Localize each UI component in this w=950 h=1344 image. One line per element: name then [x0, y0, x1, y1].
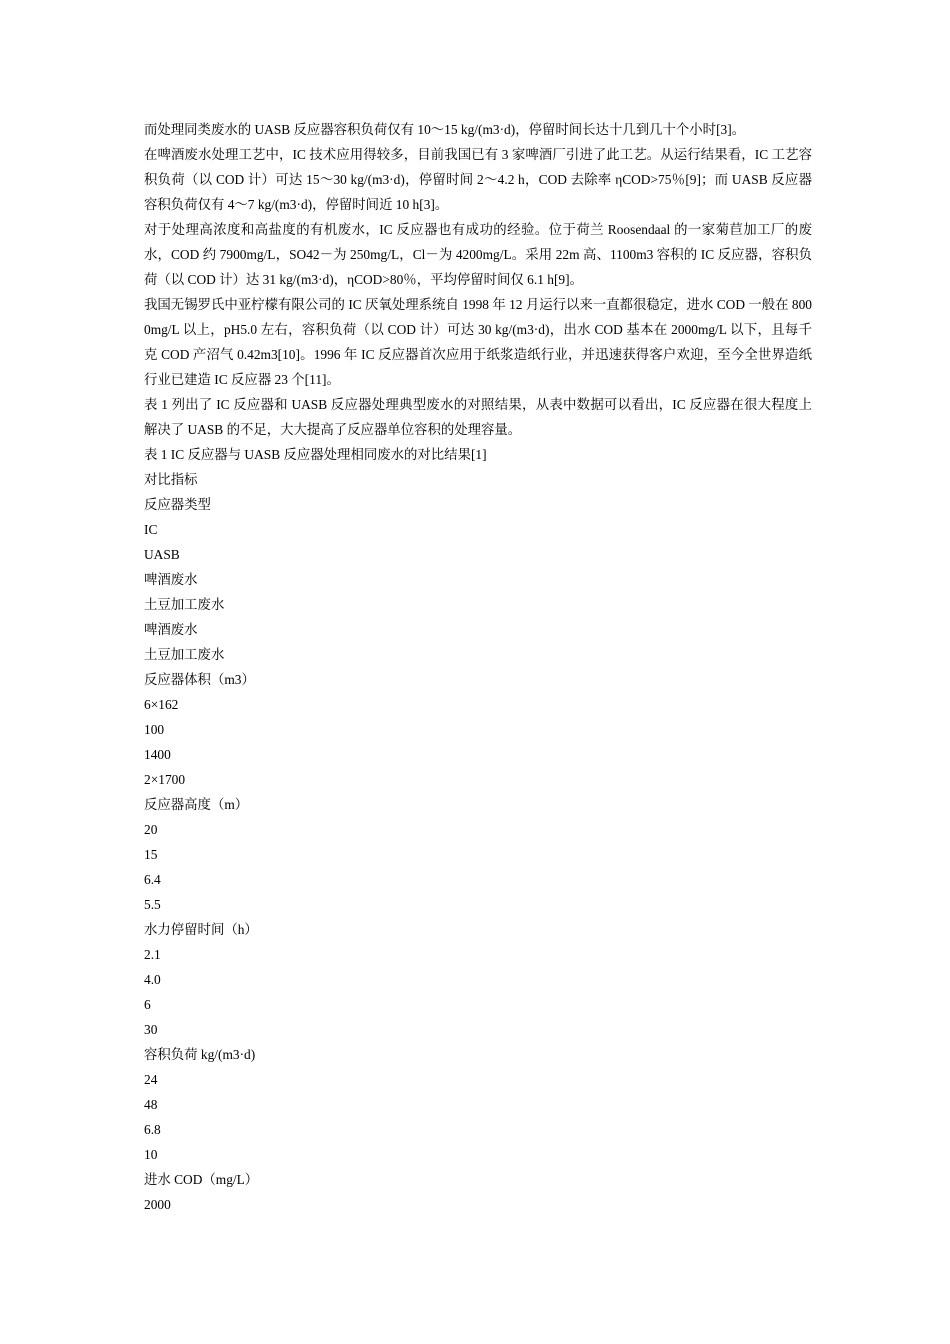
paragraph-wuxi-case: 我国无锡罗氏中亚柠檬有限公司的 IC 厌氧处理系统自 1998 年 12 月运行以来一直都很稳定，进水 COD 一般在 8000mg/L 以上，pH5.0 左右，容积负荷（以 COD 计）可达 30 kg/(m3·d)，出水 COD 基本在 2000mg/L 以下，且每千克 COD 产沼气 0.42m3[10]。1996 年 IC 反应器首次应用于纸浆造纸行业，并迅速获得客户欢迎，至今全世界造纸行业已建造 IC 反应器 23 个[11]。 [144, 297, 812, 387]
table-cell: 6×162 [144, 697, 179, 712]
table-cell: 啤酒废水 [144, 572, 198, 587]
table-cell: 反应器高度（m） [144, 797, 249, 812]
table-cell: 容积负荷 kg/(m3·d) [144, 1047, 256, 1062]
table-cell: 反应器类型 [144, 497, 211, 512]
table-cell: 6 [144, 997, 151, 1012]
table-cell: 24 [144, 1072, 158, 1087]
table-cell: 15 [144, 847, 158, 862]
table-cell: 2000 [144, 1197, 171, 1212]
document-page [144, 117, 812, 1217]
table-cell: 6.8 [144, 1122, 161, 1137]
table-cell: UASB [144, 547, 180, 562]
table-flattened-lines [144, 442, 812, 1217]
table-cell: 2.1 [144, 947, 161, 962]
table-cell: 20 [144, 822, 158, 837]
table-cell: 水力停留时间（h） [144, 922, 258, 937]
table-cell: 2×1700 [144, 772, 186, 787]
table-cell: 30 [144, 1022, 158, 1037]
paragraph-high-salinity: 对于处理高浓度和高盐度的有机废水，IC 反应器也有成功的经验。位于荷兰 Roosendaal 的一家菊苣加工厂的废水，COD 约 7900mg/L，SO42－为 250mg/L，Cl－为 4200mg/L。采用 22m 高、1100m3 容积的 IC 反应器，容积负荷（以 COD 计）达 31 kg/(m3·d)，ηCOD>80％，平均停留时间仅 6.1 h[9]。 [144, 222, 812, 287]
table-cell: 土豆加工废水 [144, 647, 225, 662]
table-cell: 对比指标 [144, 472, 198, 487]
paragraph-uasb-comparison: 而处理同类废水的 UASB 反应器容积负荷仅有 10～15 kg/(m3·d)，停留时间长达十几到几十个小时[3]。 [144, 122, 746, 137]
table-cell: 5.5 [144, 897, 161, 912]
table-cell: 反应器体积（m3） [144, 672, 255, 687]
paragraph-table-intro: 表 1 列出了 IC 反应器和 UASB 反应器处理典型废水的对照结果，从表中数据可以看出，IC 反应器在很大程度上解决了 UASB 的不足，大大提高了反应器单位容积的处理容量。 [144, 397, 812, 437]
table-caption: 表 1 IC 反应器与 UASB 反应器处理相同废水的对比结果[1] [144, 447, 487, 462]
table-cell: 10 [144, 1147, 158, 1162]
table-cell: 1400 [144, 747, 171, 762]
table-cell: 100 [144, 722, 165, 737]
table-cell: 土豆加工废水 [144, 597, 225, 612]
table-cell: 进水 COD（mg/L） [144, 1172, 259, 1187]
table-cell: 啤酒废水 [144, 622, 198, 637]
table-cell: 48 [144, 1097, 158, 1112]
table-cell: 6.4 [144, 872, 161, 887]
table-cell: 4.0 [144, 972, 161, 987]
table-cell: IC [144, 522, 158, 537]
paragraph-beer-wastewater: 在啤酒废水处理工艺中，IC 技术应用得较多，目前我国已有 3 家啤酒厂引进了此工艺。从运行结果看，IC 工艺容积负荷（以 COD 计）可达 15～30 kg/(m3·d)，停留时间 2～4.2 h，COD 去除率 ηCOD>75％[9]；而 UASB 反应器容积负荷仅有 4～7 kg/(m3·d)，停留时间近 10 h[3]。 [144, 147, 812, 212]
